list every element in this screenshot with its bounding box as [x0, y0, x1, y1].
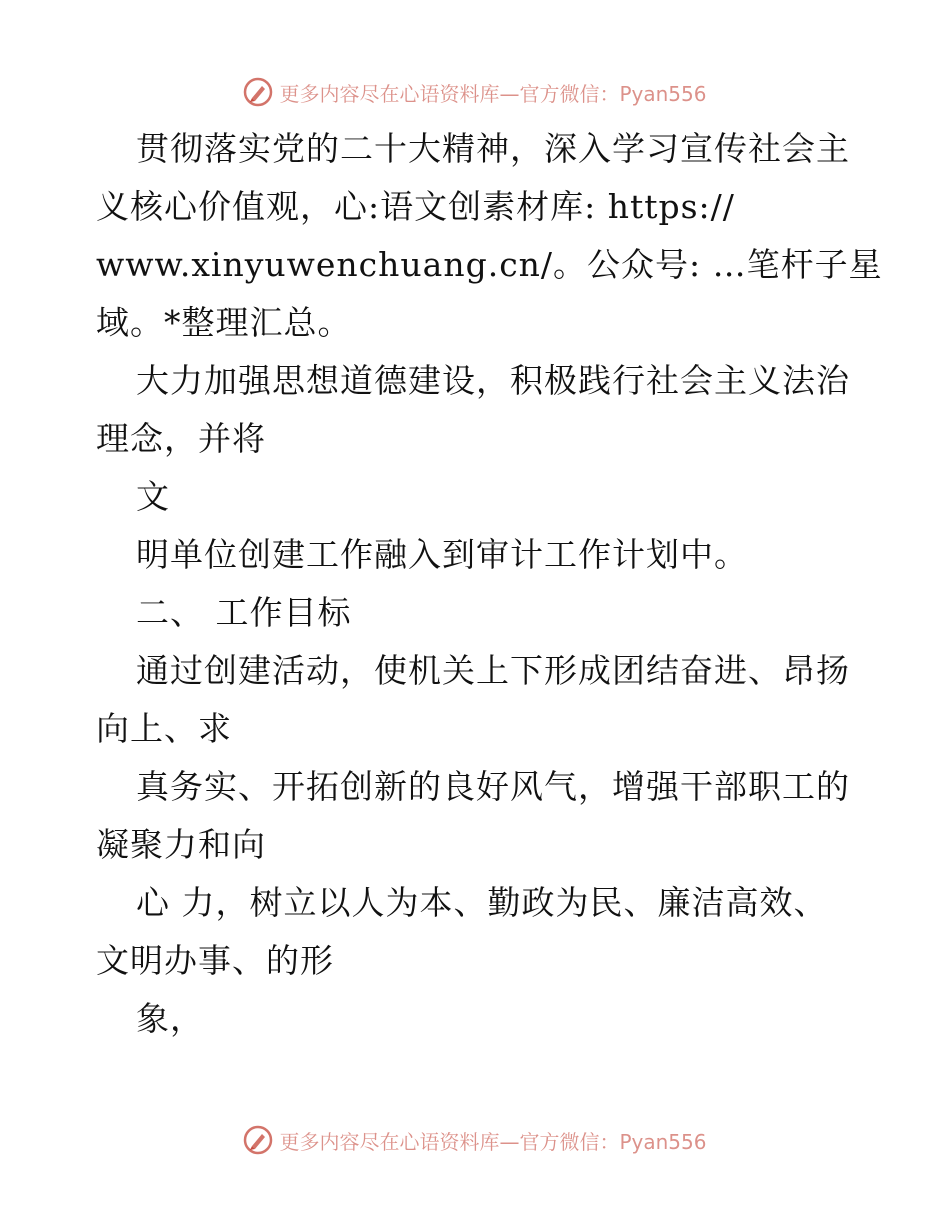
paragraph-line: 凝聚力和向 — [96, 825, 266, 864]
paragraph-line: 域。*整理汇总。 — [96, 303, 352, 342]
document-body — [96, 120, 883, 1048]
header-watermark-banner — [0, 72, 950, 112]
footer-banner-text: 更多内容尽在心语资料库—官方微信：Pyan556 — [279, 1129, 707, 1154]
paragraph-line: 通过创建活动，使机关上下形成团结奋进、昂扬 — [136, 651, 850, 690]
paragraph-line: 文明办事、的形 — [96, 941, 334, 980]
paragraph-line: 大力加强思想道德建设，积极践行社会主义法治 — [136, 361, 850, 400]
paragraph-line: 贯彻落实党的二十大精神，深入学习宣传社会主 — [136, 129, 850, 168]
paragraph-line: 理念，并将 — [96, 419, 266, 458]
section-heading: 二、 工作目标 — [136, 593, 352, 632]
paragraph-line: 向上、求 — [96, 709, 232, 748]
footer-watermark-banner — [0, 1120, 950, 1160]
paragraph-line: 文 — [136, 477, 170, 516]
paragraph-line: www.xinyuwenchuang.cn/。公众号: …笔杆子星 — [96, 245, 883, 284]
paragraph-line: 象， — [136, 999, 204, 1038]
paragraph-line: 真务实、开拓创新的良好风气，增强干部职工的 — [136, 767, 850, 806]
pen-logo-icon — [243, 77, 273, 107]
paragraph-line: 义核心价值观，心:语文创素材库: https:// — [96, 187, 735, 226]
paragraph-line: 心 力，树立以人为本、勤政为民、廉洁高效、 — [136, 883, 828, 922]
pen-logo-icon — [243, 1125, 273, 1155]
paragraph-line: 明单位创建工作融入到审计工作计划中。 — [136, 535, 748, 574]
header-banner-text: 更多内容尽在心语资料库—官方微信：Pyan556 — [279, 81, 707, 106]
